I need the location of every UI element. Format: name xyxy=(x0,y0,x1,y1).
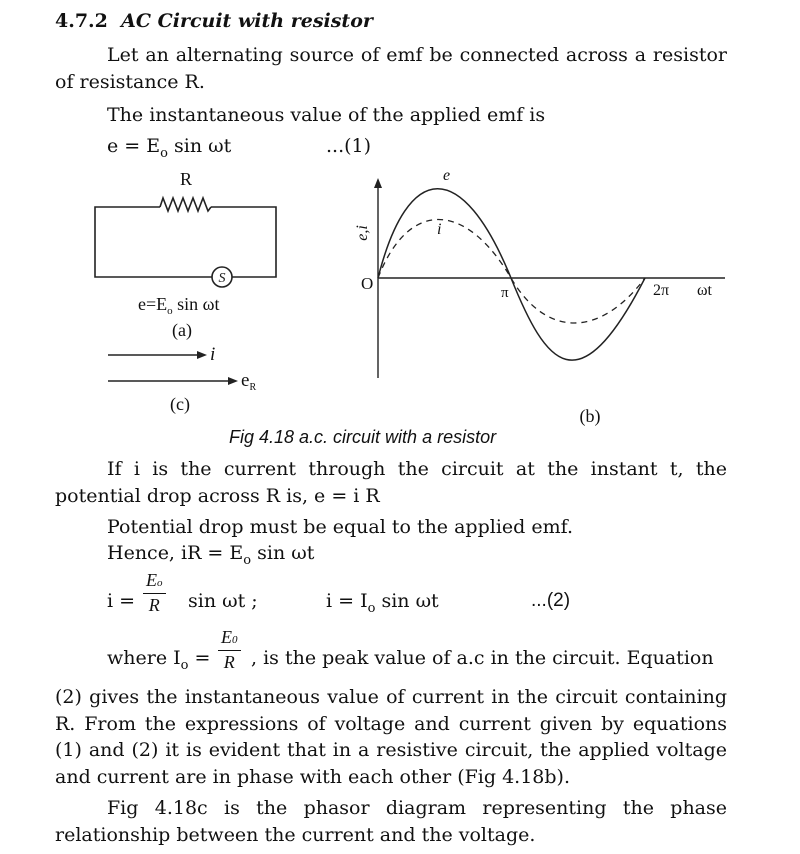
where-post: , is the peak value of a.c in the circuit. Equation xyxy=(251,647,714,669)
paragraph-phase: (2) gives the instantaneous value of current in the circuit containing R. From the expressions of voltage and current given by equations (1) and (2) it is evident that in a resistive circuit, the applied voltage and current are in phase with each other (Fig 4.18b). xyxy=(55,686,727,788)
circuit-tag: (a) xyxy=(172,320,192,340)
origin-label: O xyxy=(361,274,374,293)
eq2-fraction xyxy=(143,570,166,616)
where-eq: = xyxy=(188,647,211,669)
equation-1-number: ...(1) xyxy=(326,135,372,157)
two-pi-label: 2π xyxy=(653,282,670,299)
section-number: 4.7.2 xyxy=(55,10,108,32)
equation-2-number: ...(2) xyxy=(531,590,571,611)
where-denominator: R xyxy=(223,652,235,672)
source-symbol-label: S xyxy=(218,271,226,286)
where-pre: where I xyxy=(107,647,181,669)
circuit-emf-rhs: sin ωt xyxy=(172,294,220,314)
eq2-mid: sin ωt ; xyxy=(188,590,258,612)
paragraph-intro: Let an alternating source of emf be connected across a resistor of resistance R. xyxy=(55,44,727,93)
circuit-diagram xyxy=(95,198,276,287)
paragraph-potential: Potential drop must be equal to the applied emf. xyxy=(107,516,574,538)
resistor-symbol xyxy=(160,198,211,211)
eq2-denominator: R xyxy=(148,595,160,615)
x-axis-label: ωt xyxy=(697,282,712,299)
current-curve xyxy=(378,220,645,324)
circuit-emf-sub: o xyxy=(167,305,173,317)
pi-label: π xyxy=(501,285,509,301)
eq1-sub: o xyxy=(160,146,168,161)
section-title: AC Circuit with resistor xyxy=(121,10,373,32)
current-phasor-label: i xyxy=(210,344,216,365)
figure-caption: Fig 4.18 a.c. circuit with a resistor xyxy=(229,427,497,447)
section-heading xyxy=(55,10,373,32)
eq2-rhs-sub: o xyxy=(367,601,376,616)
eq2-rhs-tail: sin ωt xyxy=(375,590,439,612)
phasor-tag: (c) xyxy=(170,394,190,414)
voltage-phasor-label xyxy=(241,370,256,393)
where-fraction xyxy=(218,627,241,673)
current-curve-label: i xyxy=(437,221,442,238)
equation-1 xyxy=(107,133,231,162)
where-numerator: E xyxy=(221,627,232,647)
hence-sub: o xyxy=(243,553,252,568)
emf-curve xyxy=(378,189,645,360)
hence-lhs: Hence, iR = E xyxy=(107,542,244,564)
eq2-i: i = xyxy=(107,590,136,612)
figure-4-18 xyxy=(0,160,800,450)
voltage-phasor-sub: R xyxy=(249,382,257,393)
eq2-rhs-lhs: i = I xyxy=(326,590,368,612)
where-lhs xyxy=(107,645,210,674)
circuit-wire xyxy=(95,207,276,277)
resistor-label: R xyxy=(179,169,193,189)
circuit-emf-equation xyxy=(138,294,220,317)
waveform-graph xyxy=(374,178,725,378)
voltage-phasor-head xyxy=(228,377,238,385)
where-pre-sub: o xyxy=(180,658,189,673)
paragraph-phasor: Fig 4.18c is the phasor diagram representing the phase relationship between the current and the voltage. xyxy=(55,797,727,846)
voltage-phasor-e: e xyxy=(241,370,250,391)
y-axis-label: e,i xyxy=(354,225,371,241)
y-axis-arrow xyxy=(374,178,382,188)
paragraph-current: If i is the current through the circuit at the instant t, the potential drop across R is, e = i R xyxy=(55,458,727,507)
paragraph-emf: The instantaneous value of the applied emf is xyxy=(107,104,546,126)
graph-tag: (b) xyxy=(579,406,601,426)
eq1-rhs: sin ωt xyxy=(167,135,232,157)
eq2-numerator-sub: o xyxy=(157,577,163,589)
circuit-emf-lhs: e=E xyxy=(138,294,168,314)
eq1-lhs: e = E xyxy=(107,135,161,157)
phasor-diagram xyxy=(108,351,238,385)
emf-curve-label: e xyxy=(443,167,451,184)
equation-hence xyxy=(107,540,314,569)
where-numerator-sub: 0 xyxy=(232,634,238,646)
current-phasor-head xyxy=(197,351,207,359)
hence-rhs: sin ωt xyxy=(251,542,315,564)
eq2-rhs xyxy=(326,588,439,617)
eq2-numerator: E xyxy=(146,570,157,590)
